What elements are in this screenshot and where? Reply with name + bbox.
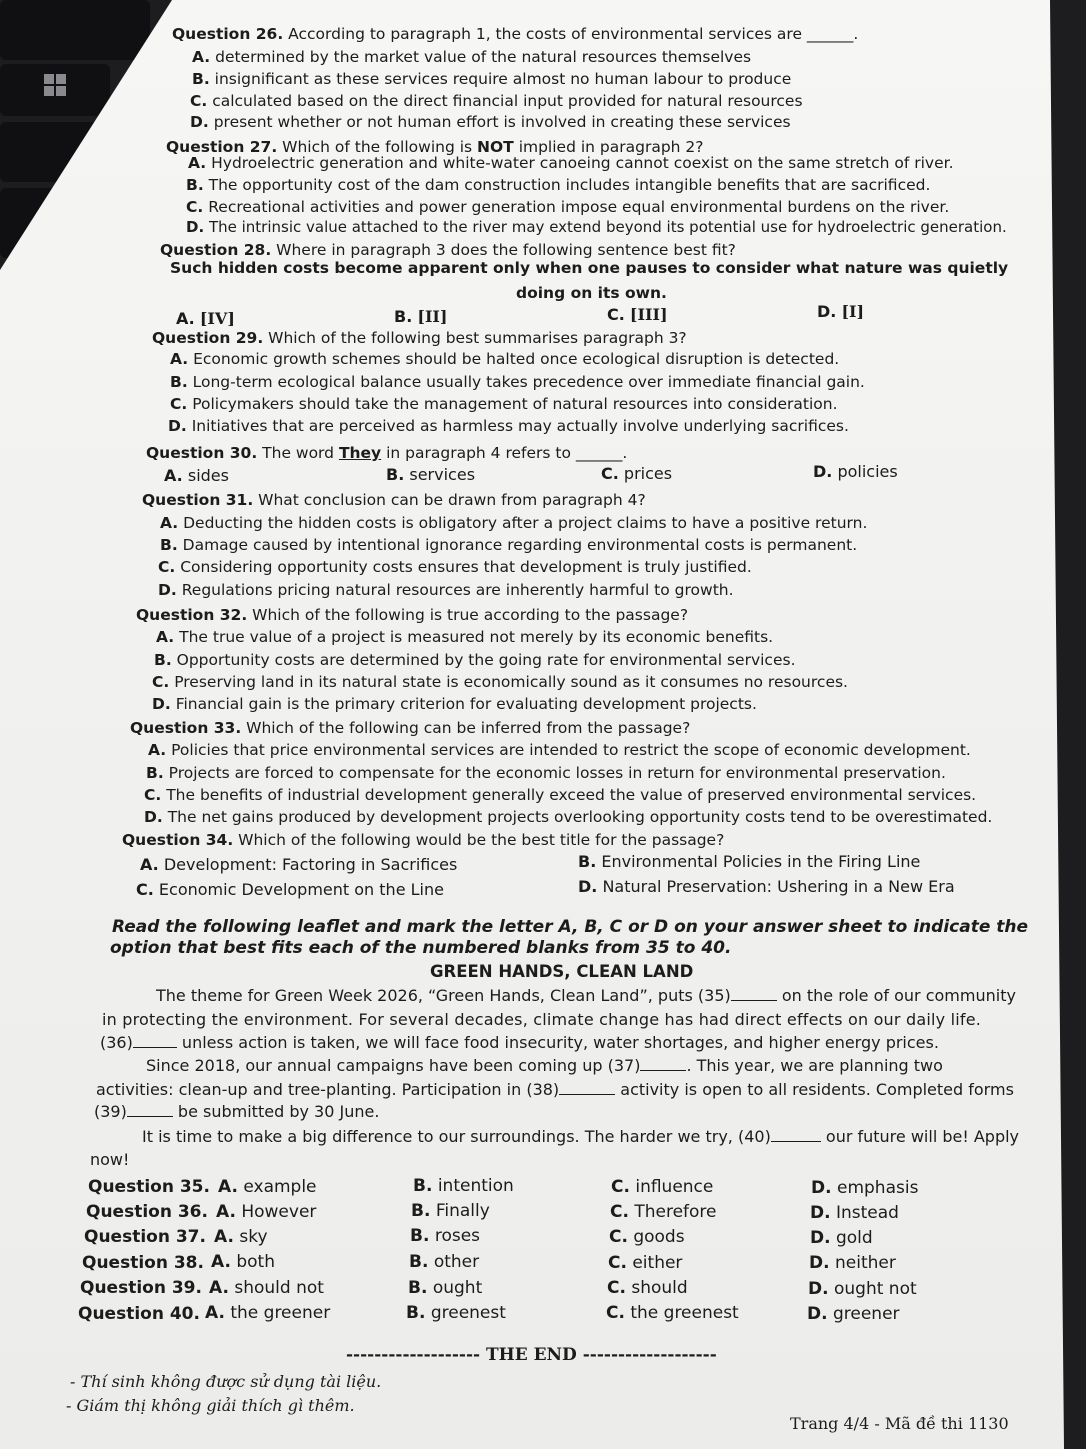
page-info: Trang 4/4 - Mã đề thi 1130 [790,1414,1009,1433]
q29-stem: Question 29. Which of the following best summarises paragraph 3? [152,329,687,347]
q28-option-b: B. [II] [394,307,448,326]
q37-option-b: B. roses [410,1226,481,1246]
leaflet-line-5: activities: clean-up and tree-planting. Participation in (38) activity is open to all residents. Completed forms [96,1080,1014,1099]
q37-row: Question 37. [84,1227,206,1247]
leaflet-line-6: (39) be submitted by 30 June. [94,1102,380,1121]
q26-stem [172,24,858,44]
q36-option-b: B. Finally [411,1201,490,1221]
section-instruction-cont: option that best fits each of the numbered blanks from 35 to 40. [110,938,732,958]
q26-option-d: D. present whether or not human effort is involved in creating these services [190,113,791,131]
windows-key-icon [44,74,68,98]
q31-option-a: A. Deducting the hidden costs is obligatory after a project claims to have a positive return. [160,514,868,532]
q33-option-d: D. The net gains produced by development projects overlooking opportunity costs tend to be overestimated. [144,808,993,826]
q34-stem: Question 34. Which of the following would be the best title for the passage? [122,831,725,849]
q38-row: Question 38. [82,1253,204,1273]
leaflet-line-8: now! [90,1150,130,1169]
q26-option-c: C. calculated based on the direct financial input provided for natural resources [190,92,803,110]
q39-option-c: C. should [607,1278,688,1298]
leaflet-line-3: (36) unless action is taken, we will face food insecurity, water shortages, and higher energy prices. [100,1033,939,1052]
q33-stem: Question 33. Which of the following can be inferred from the passage? [130,719,691,737]
blank-36 [133,1033,177,1048]
leaflet-line-1: The theme for Green Week 2026, “Green Hands, Clean Land”, puts (35) on the role of our community [156,986,1016,1005]
q27-option-a: A. Hydroelectric generation and white-water canoeing cannot coexist on the same stretch of river. [188,154,954,172]
q38-option-d: D. neither [809,1253,896,1273]
q35-option-c: C. influence [611,1177,714,1197]
q40-option-d: D. greener [807,1304,900,1324]
q30-option-d: D. policies [813,462,898,481]
q37-option-a: A. sky [214,1227,268,1247]
footer-note: - Thí sinh không được sử dụng tài liệu. [70,1372,382,1391]
q29-option-b: B. Long-term ecological balance usually takes precedence over immediate financial gain. [170,373,865,391]
q37-option-d: D. gold [810,1228,873,1248]
q34-option-d: D. Natural Preservation: Ushering in a New Era [578,877,955,896]
q33-option-b: B. Projects are forced to compensate for the economic losses in return for environmental preservation. [146,764,946,782]
q28-stem: Question 28. Where in paragraph 3 does the following sentence best fit? [160,241,736,259]
leaflet-line-2: in protecting the environment. For several decades, climate change has had direct effects on our daily life. [102,1010,982,1029]
q26-option-a: A. determined by the market value of the natural resources themselves [192,48,752,66]
q35-option-a: A. example [218,1177,317,1197]
q29-option-a: A. Economic growth schemes should be halted once ecological disruption is detected. [170,350,840,368]
q30-option-c: C. prices [601,464,673,483]
q28-sentence: Such hidden costs become apparent only when one pauses to consider what nature was quietly [170,259,1009,277]
q40-row: Question 40. [78,1304,200,1324]
q36-option-c: C. Therefore [610,1202,717,1222]
q26-label: Question 26. [172,25,284,43]
q28-option-c: C. [III] [607,305,668,324]
q29-option-c: C. Policymakers should take the management of natural resources into consideration. [170,395,838,413]
leaflet-title: GREEN HANDS, CLEAN LAND [430,962,694,981]
q40-option-c: C. the greenest [606,1303,739,1323]
q26-text: According to paragraph 1, the costs of environmental services are ______. [283,25,859,43]
q39-row: Question 39. [80,1278,202,1298]
q32-option-d: D. Financial gain is the primary criterion for evaluating development projects. [152,695,757,713]
q27-stem: Question 27. Which of the following is NOT implied in paragraph 2? [166,138,704,156]
q40-option-a: A. the greener [205,1303,331,1323]
blank-38 [559,1080,615,1095]
q27-option-d: D. The intrinsic value attached to the river may extend beyond its potential use for hydroelectric generation. [186,218,1007,236]
q38-option-c: C. either [608,1253,683,1273]
q34-option-c: C. Economic Development on the Line [136,880,444,899]
q32-option-a: A. The true value of a project is measured not merely by its economic benefits. [156,628,774,646]
q34-option-b: B. Environmental Policies in the Firing Line [578,852,921,871]
q28-sentence-end: doing on its own. [516,284,667,302]
q39-option-b: B. ought [408,1278,483,1298]
q33-option-a: A. Policies that price environmental services are intended to restrict the scope of economic development. [148,741,971,759]
q39-option-a: A. should not [209,1278,324,1298]
q30-option-b: B. services [386,465,476,484]
q31-option-c: C. Considering opportunity costs ensures that development is truly justified. [158,558,752,576]
q38-option-b: B. other [409,1252,480,1272]
blank-35 [731,986,777,1001]
q30-option-a: A. sides [164,466,229,485]
q36-option-d: D. Instead [810,1203,899,1223]
q35-option-b: B. intention [413,1176,514,1196]
q37-option-c: C. goods [609,1227,685,1247]
footer-note: - Giám thị không giải thích gì thêm. [66,1396,355,1415]
q27-option-c: C. Recreational activities and power generation impose equal environmental burdens on the river. [186,198,950,216]
q32-option-b: B. Opportunity costs are determined by the going rate for environmental services. [154,651,796,669]
q39-option-d: D. ought not [808,1279,917,1299]
q28-option-d: D. [I] [817,302,865,321]
q36-row: Question 36. [86,1202,208,1222]
q28-option-a: A. [IV] [176,309,235,328]
blank-40 [771,1127,821,1142]
q31-option-b: B. Damage caused by intentional ignorance regarding environmental costs is permanent. [160,536,858,554]
q40-option-b: B. greenest [406,1303,506,1323]
q32-option-c: C. Preserving land in its natural state is economically sound as it consumes no resources. [152,673,848,691]
the-end-marker: ------------------- THE END ------------------- [346,1345,717,1365]
q29-option-d: D. Initiatives that are perceived as harmless may actually involve underlying sacrifices. [168,417,849,435]
section-instruction: Read the following leaflet and mark the letter A, B, C or D on your answer sheet to indicate the [112,917,1029,937]
q36-option-a: A. However [216,1202,317,1222]
q27-option-b: B. The opportunity cost of the dam construction includes intangible benefits that are sacrificed. [186,176,931,194]
keyboard-key [0,0,150,60]
q38-option-a: A. both [211,1252,275,1272]
q33-option-c: C. The benefits of industrial development generally exceed the value of preserved environmental services. [144,786,977,804]
blank-39 [127,1102,173,1117]
q35-option-d: D. emphasis [811,1178,919,1198]
leaflet-line-7: It is time to make a big difference to our surroundings. The harder we try, (40) our future will be! Apply [142,1127,1020,1146]
q31-stem: Question 31. What conclusion can be drawn from paragraph 4? [142,491,646,509]
q31-option-d: D. Regulations pricing natural resources are inherently harmful to growth. [158,581,734,599]
q30-stem: Question 30. The word They in paragraph 4 refers to ______. [146,444,628,462]
q32-stem: Question 32. Which of the following is true according to the passage? [136,606,689,624]
leaflet-line-4: Since 2018, our annual campaigns have been coming up (37) . This year, we are planning two [146,1056,943,1075]
q34-option-a: A. Development: Factoring in Sacrifices [140,855,458,874]
q35-row: Question 35. [88,1177,210,1197]
blank-37 [640,1056,686,1071]
q26-option-b: B. insignificant as these services require almost no human labour to produce [192,70,792,88]
